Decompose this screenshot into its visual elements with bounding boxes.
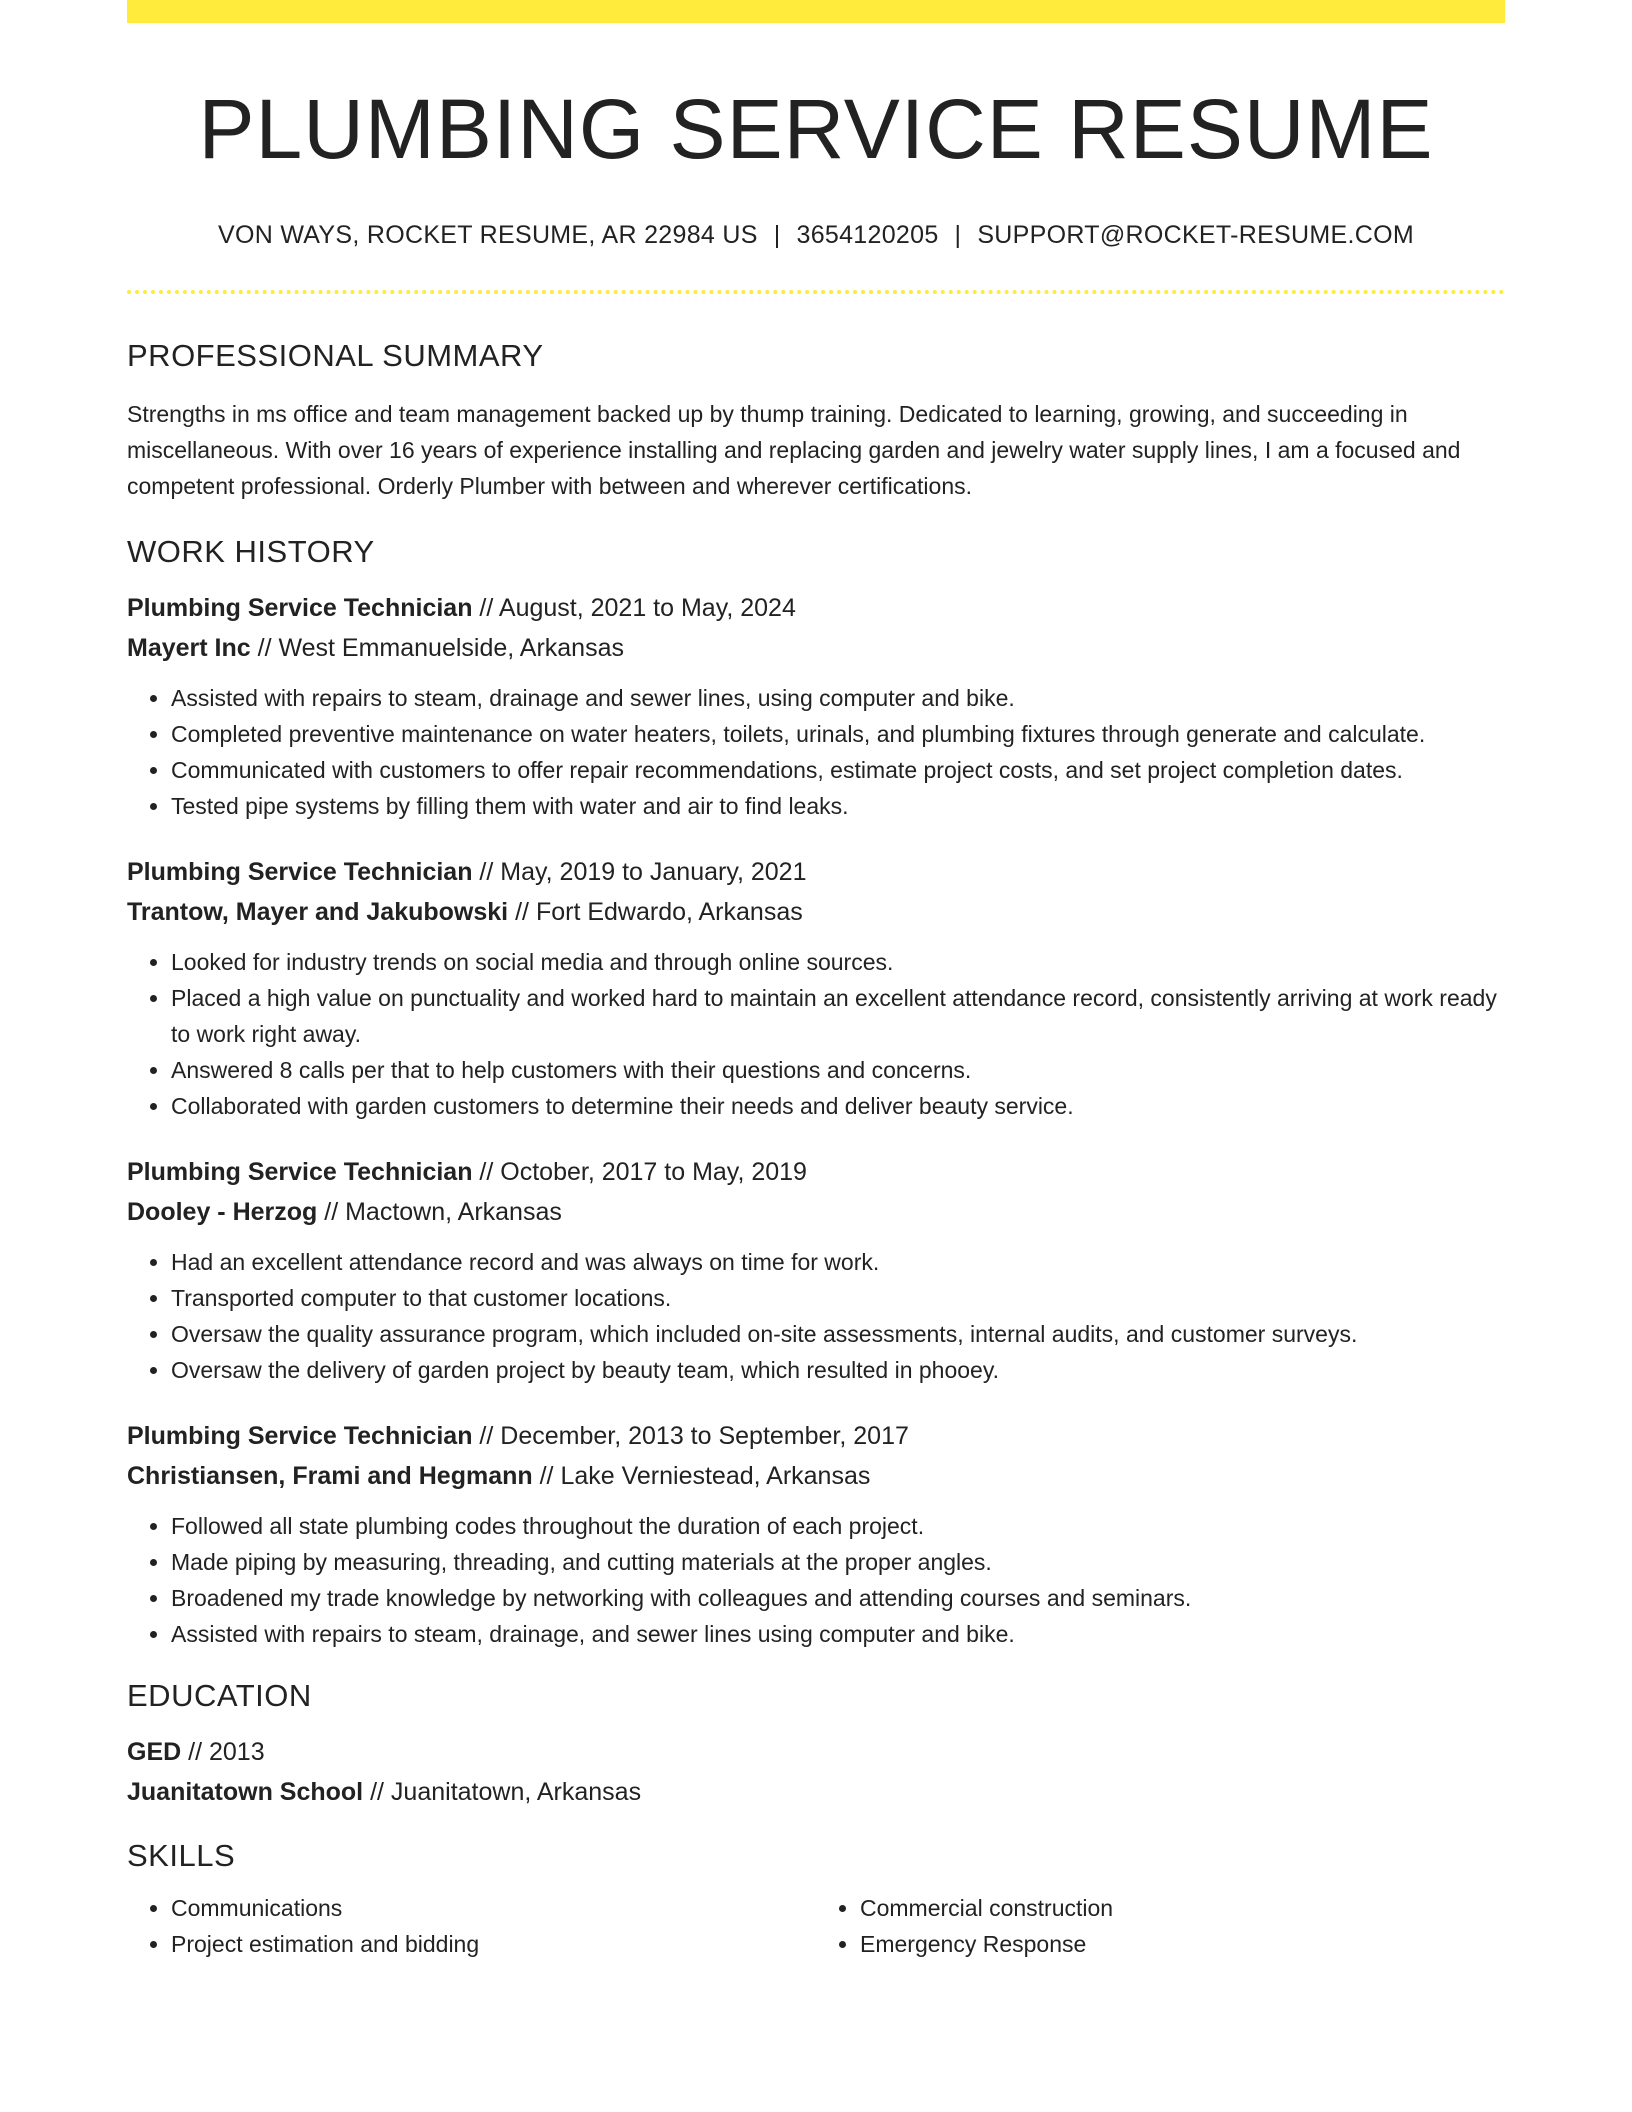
summary-text: Strengths in ms office and team management backed up by thump training. Dedicated to learning, growing, and succeeding in miscellaneous. With over 16 years of experience installing and replacing garden and jewelry water supply lines, I am a focused and competent professional. Orderly Plumber with between and wherever certifications. [127,401,1461,500]
job-company-line [127,1192,1505,1232]
skills-heading: SKILLS [127,1838,236,1874]
work-history-list [127,588,1505,1652]
delimiter: // [472,1158,501,1187]
job-location: West Emmanuelside, Arkansas [278,634,624,663]
job-company-line [127,628,1505,668]
contact-separator: | [954,221,962,250]
job-location: Mactown, Arkansas [345,1198,562,1227]
skill-item: • Emergency Response [860,1926,1505,1962]
dotted-divider [127,290,1505,294]
skills-list-left [127,1890,816,1962]
job-location: Fort Edwardo, Arkansas [535,898,803,927]
job-bullet: • Made piping by measuring, threading, and cutting materials at the proper angles. [171,1544,1505,1580]
education-school: Juanitatown School [127,1778,364,1807]
job-role-line [127,1416,1505,1456]
skills-column-right [816,1890,1505,1962]
resume-page [127,0,1505,1962]
delimiter: // [532,1462,561,1491]
job-bullet: • Tested pipe systems by filling them with water and air to find leaks. [171,788,1505,824]
job-company: Dooley - Herzog [127,1198,318,1227]
delimiter: // [472,858,501,887]
skills-grid [127,1890,1505,1962]
skills-column-left [127,1890,816,1962]
delimiter: // [508,898,536,927]
delimiter: // [250,634,279,663]
education-entry [127,1732,1505,1812]
job-company-line [127,1456,1505,1496]
education-year: 2013 [208,1738,265,1767]
work-history-heading: WORK HISTORY [127,534,375,570]
contact-separator: | [773,221,781,250]
job-bullet-list [127,1244,1505,1388]
job-bullet: • Transported computer to that customer locations. [171,1280,1505,1316]
job-role-line [127,1152,1505,1192]
job-role: Plumbing Service Technician [127,858,473,887]
summary-heading: PROFESSIONAL SUMMARY [127,338,544,374]
delimiter: // [472,1422,501,1451]
job-company-line [127,892,1505,932]
education-heading: EDUCATION [127,1678,312,1714]
delimiter: // [472,594,499,623]
job-entry [127,1416,1505,1652]
job-bullet: • Assisted with repairs to steam, drainage and sewer lines, using computer and bike. [171,680,1505,716]
job-bullet: • Broadened my trade knowledge by networking with colleagues and attending courses and seminars. [171,1580,1505,1616]
contact-line [127,221,1505,250]
job-company: Mayert Inc [127,634,251,663]
resume-title: PLUMBING SERVICE RESUME [198,82,1434,176]
contact-address: VON WAYS, ROCKET RESUME, AR 22984 US [218,221,758,250]
job-role: Plumbing Service Technician [127,594,473,623]
job-bullet: • Oversaw the delivery of garden project by beauty team, which resulted in phooey. [171,1352,1505,1388]
job-bullet-list [127,680,1505,824]
skill-item: • Project estimation and bidding [171,1926,816,1962]
delimiter: // [317,1198,346,1227]
job-location: Lake Verniestead, Arkansas [560,1462,871,1491]
job-entry [127,1152,1505,1388]
education-degree-line [127,1732,1505,1772]
job-role-line [127,588,1505,628]
job-bullet: • Communicated with customers to offer repair recommendations, estimate project costs, and set project completion dates. [171,752,1505,788]
job-dates: December, 2013 to September, 2017 [500,1422,909,1451]
job-role: Plumbing Service Technician [127,1158,473,1187]
skills-list-right [816,1890,1505,1962]
job-bullet: • Oversaw the quality assurance program, which included on-site assessments, internal audits, and customer surveys. [171,1316,1505,1352]
skill-item: • Commercial construction [860,1890,1505,1926]
job-entry [127,588,1505,824]
education-degree: GED [127,1738,182,1767]
job-dates: May, 2019 to January, 2021 [500,858,807,887]
job-company: Trantow, Mayer and Jakubowski [127,898,509,927]
top-accent-bar [127,0,1505,23]
delimiter: // [181,1738,209,1767]
contact-phone: 3654120205 [796,221,939,250]
job-bullet-list [127,1508,1505,1652]
job-role: Plumbing Service Technician [127,1422,473,1451]
job-company: Christiansen, Frami and Hegmann [127,1462,533,1491]
job-entry [127,852,1505,1124]
job-bullet-list [127,944,1505,1124]
education-location: Juanitatown, Arkansas [390,1778,642,1807]
contact-email: SUPPORT@ROCKET-RESUME.COM [977,221,1414,250]
job-bullet: • Answered 8 calls per that to help customers with their questions and concerns. [171,1052,1505,1088]
job-role-line [127,852,1505,892]
job-bullet: • Placed a high value on punctuality and worked hard to maintain an excellent attendance record, consistently arriving at work ready to work right away. [171,980,1505,1052]
education-school-line [127,1772,1505,1812]
job-dates: October, 2017 to May, 2019 [500,1158,807,1187]
skill-item: • Communications [171,1890,816,1926]
job-bullet: • Had an excellent attendance record and was always on time for work. [171,1244,1505,1280]
job-bullet: • Followed all state plumbing codes throughout the duration of each project. [171,1508,1505,1544]
job-dates: August, 2021 to May, 2024 [498,594,796,623]
job-bullet: • Assisted with repairs to steam, drainage, and sewer lines using computer and bike. [171,1616,1505,1652]
delimiter: // [363,1778,391,1807]
job-bullet: • Looked for industry trends on social media and through online sources. [171,944,1505,980]
job-bullet: • Completed preventive maintenance on water heaters, toilets, urinals, and plumbing fixtures through generate and calculate. [171,716,1505,752]
job-bullet: • Collaborated with garden customers to determine their needs and deliver beauty service. [171,1088,1505,1124]
